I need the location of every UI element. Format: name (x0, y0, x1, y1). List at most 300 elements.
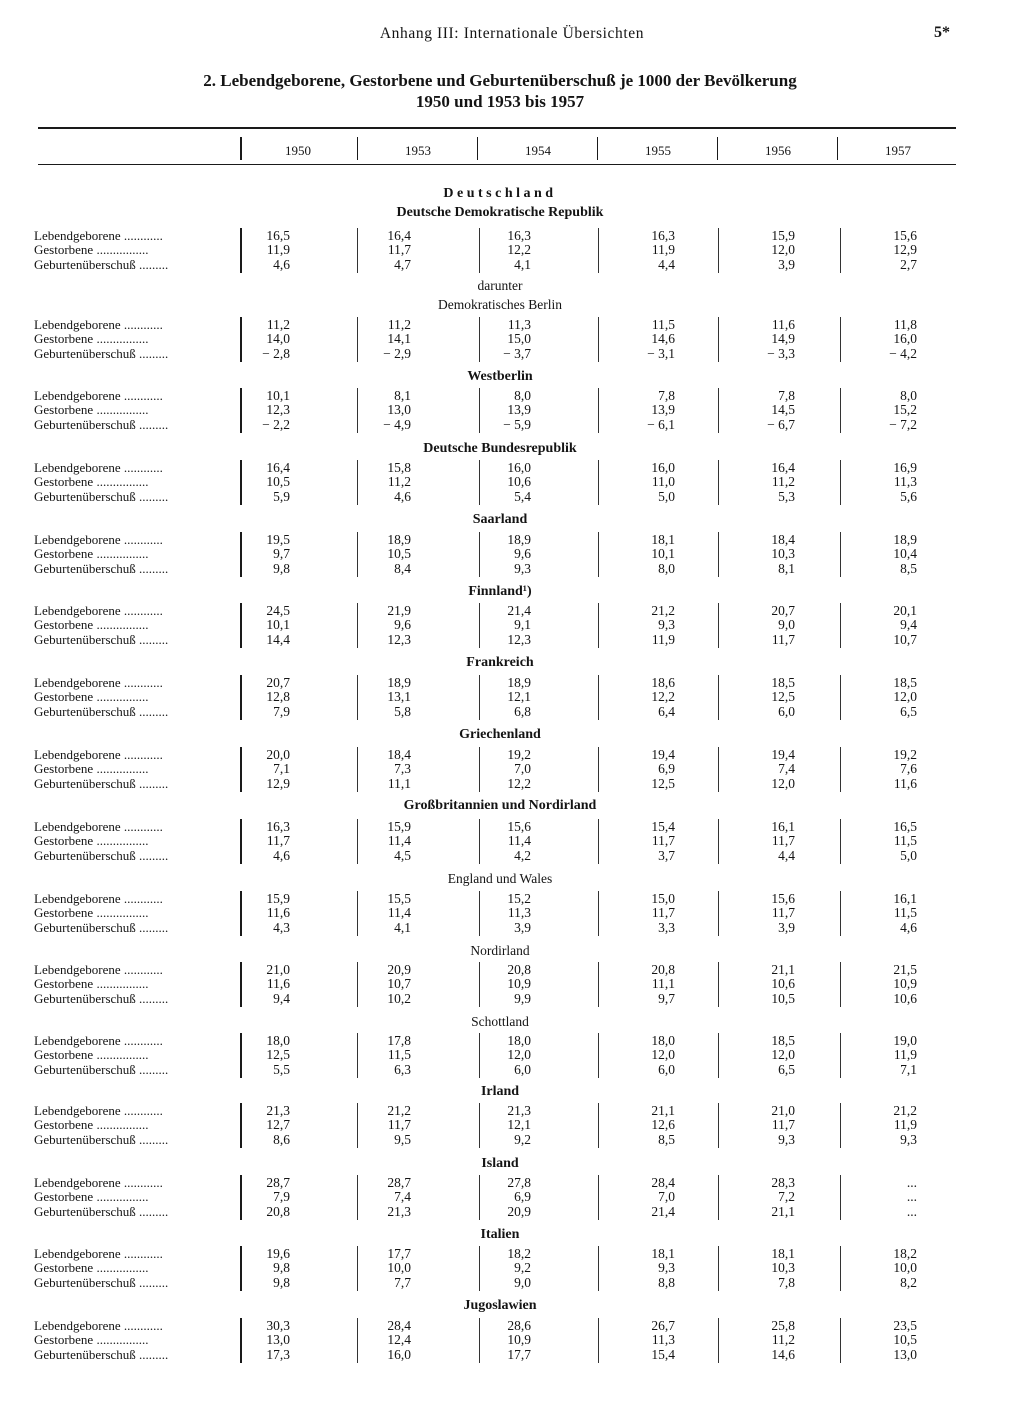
table-cell-brd-geburtenueberschuss-1956: 5,3 (778, 488, 795, 504)
table-cell-brd-lebendgeborene-1954: 16,0 (507, 460, 531, 475)
table-cell-westberlin-geburtenueberschuss-1955: − 6,1 (647, 416, 675, 432)
row-label-gestorbene: Gestorbene ................ (34, 1190, 149, 1205)
table-cell-jugoslawien-lebendgeborene-1955: 26,7 (651, 1318, 675, 1333)
table-cell-schottland-lebendgeborene-1955: 18,0 (651, 1033, 675, 1048)
table-cell-frankreich-lebendgeborene-1954: 18,9 (507, 675, 531, 690)
column-rule (718, 1318, 719, 1363)
table-cell-berlin-ost-lebendgeborene-1954: 11,3 (507, 317, 531, 332)
table-cell-griechenland-geburtenueberschuss-1956: 12,0 (771, 775, 795, 791)
table-title-line-1: 2. Lebendgeborene, Gestorbene und Geburtenüberschuß je 1000 der Bevölkerung (203, 71, 797, 90)
column-rule (840, 460, 841, 505)
table-cell-island-lebendgeborene-1950: 28,7 (266, 1175, 290, 1190)
table-cell-berlin-ost-gestorbene-1957: 16,0 (893, 331, 917, 347)
column-rule (718, 317, 719, 362)
table-cell-nordirland-geburtenueberschuss-1950: 9,4 (273, 990, 290, 1006)
table-cell-italien-lebendgeborene-1957: 18,2 (893, 1246, 917, 1261)
table-cell-irland-lebendgeborene-1953: 21,2 (387, 1103, 411, 1118)
table-cell-nordirland-geburtenueberschuss-1953: 10,2 (387, 990, 411, 1006)
row-label-geburtenueberschuss: Geburtenüberschuß ......... (34, 776, 169, 791)
table-cell-island-gestorbene-1953: 7,4 (394, 1189, 411, 1205)
table-cell-westberlin-gestorbene-1950: 12,3 (266, 402, 290, 418)
table-cell-ddr-geburtenueberschuss-1950: 4,6 (273, 256, 290, 272)
table-cell-irland-lebendgeborene-1956: 21,0 (771, 1103, 795, 1118)
table-cell-nordirland-lebendgeborene-1955: 20,8 (651, 962, 675, 977)
table-cell-westberlin-lebendgeborene-1953: 8,1 (394, 388, 411, 403)
table-cell-ddr-geburtenueberschuss-1957: 2,7 (900, 256, 917, 272)
row-label-geburtenueberschuss: Geburtenüberschuß ......... (34, 346, 169, 361)
table-cell-brd-gestorbene-1955: 11,0 (651, 474, 675, 490)
year-header-1950: 1950 (285, 143, 311, 158)
running-head: Anhang III: Internationale Übersichten (379, 25, 645, 42)
table-cell-ddr-geburtenueberschuss-1956: 3,9 (778, 256, 795, 272)
column-rule (598, 675, 599, 720)
row-label-geburtenueberschuss: Geburtenüberschuß ......... (34, 257, 169, 272)
table-cell-finnland-lebendgeborene-1954: 21,4 (507, 603, 531, 618)
table-cell-nordirland-geburtenueberschuss-1955: 9,7 (658, 990, 675, 1006)
table-cell-frankreich-geburtenueberschuss-1953: 5,8 (394, 703, 411, 719)
table-cell-finnland-gestorbene-1950: 10,1 (266, 617, 290, 633)
table-cell-island-geburtenueberschuss-1954: 20,9 (507, 1203, 531, 1219)
table-cell-berlin-ost-geburtenueberschuss-1957: − 4,2 (889, 345, 917, 361)
table-cell-westberlin-geburtenueberschuss-1954: − 5,9 (503, 416, 531, 432)
table-cell-westberlin-gestorbene-1953: 13,0 (387, 402, 411, 418)
table-cell-nordirland-gestorbene-1953: 10,7 (387, 976, 411, 992)
table-cell-italien-geburtenueberschuss-1955: 8,8 (658, 1274, 675, 1290)
section-heading-england-wales: England und Wales (447, 871, 553, 886)
section-heading-ddr: Deutsche Demokratische Republik (396, 205, 604, 220)
table-cell-irland-gestorbene-1953: 11,7 (387, 1117, 411, 1133)
column-rule (718, 603, 719, 648)
table-cell-england-wales-lebendgeborene-1954: 15,2 (507, 891, 531, 906)
table-cell-england-wales-gestorbene-1957: 11,5 (893, 905, 917, 921)
table-cell-island-geburtenueberschuss-1956: 21,1 (771, 1203, 795, 1219)
table-cell-nordirland-lebendgeborene-1954: 20,8 (507, 962, 531, 977)
table-cell-frankreich-geburtenueberschuss-1950: 7,9 (273, 703, 290, 719)
table-cell-grossbritannien-lebendgeborene-1957: 16,5 (893, 819, 917, 834)
table-cell-irland-lebendgeborene-1955: 21,1 (651, 1103, 675, 1118)
table-cell-ddr-lebendgeborene-1953: 16,4 (387, 228, 411, 243)
row-label-lebendgeborene: Lebendgeborene ............ (34, 229, 163, 243)
table-cell-frankreich-geburtenueberschuss-1954: 6,8 (514, 703, 531, 719)
column-rule (840, 603, 841, 648)
column-rule (840, 891, 841, 936)
table-cell-finnland-lebendgeborene-1957: 20,1 (893, 603, 917, 618)
row-label-lebendgeborene: Lebendgeborene ............ (34, 963, 163, 977)
column-rule (598, 228, 599, 273)
table-cell-grossbritannien-geburtenueberschuss-1957: 5,0 (900, 847, 917, 863)
table-cell-frankreich-gestorbene-1955: 12,2 (651, 689, 675, 705)
row-label-gestorbene: Gestorbene ................ (34, 332, 149, 347)
table-cell-finnland-gestorbene-1957: 9,4 (900, 617, 917, 633)
table-cell-brd-geburtenueberschuss-1957: 5,6 (900, 488, 917, 504)
table-cell-brd-lebendgeborene-1956: 16,4 (771, 460, 795, 475)
table-cell-schottland-lebendgeborene-1954: 18,0 (507, 1033, 531, 1048)
table-cell-finnland-gestorbene-1953: 9,6 (394, 617, 411, 633)
column-rule (840, 388, 841, 433)
table-cell-saarland-geburtenueberschuss-1955: 8,0 (658, 560, 675, 576)
table-cell-island-lebendgeborene-1954: 27,8 (507, 1175, 531, 1190)
table-cell-nordirland-lebendgeborene-1957: 21,5 (893, 962, 917, 977)
table-cell-jugoslawien-geburtenueberschuss-1956: 14,6 (771, 1346, 795, 1362)
table-cell-italien-geburtenueberschuss-1950: 9,8 (273, 1274, 290, 1290)
table-cell-westberlin-geburtenueberschuss-1953: − 4,9 (383, 416, 411, 432)
row-label-gestorbene: Gestorbene ................ (34, 618, 149, 633)
table-cell-italien-geburtenueberschuss-1953: 7,7 (394, 1274, 411, 1290)
section-heading-jugoslawien: Jugoslawien (463, 1298, 537, 1313)
table-cell-grossbritannien-gestorbene-1957: 11,5 (893, 833, 917, 849)
table-cell-schottland-lebendgeborene-1956: 18,5 (771, 1033, 795, 1048)
table-cell-saarland-gestorbene-1954: 9,6 (514, 546, 531, 562)
table-cell-saarland-gestorbene-1950: 9,7 (273, 546, 290, 562)
table-cell-england-wales-lebendgeborene-1950: 15,9 (266, 891, 290, 906)
table-cell-grossbritannien-gestorbene-1953: 11,4 (387, 833, 411, 849)
year-header-1953: 1953 (405, 143, 431, 158)
table-cell-england-wales-lebendgeborene-1955: 15,0 (651, 891, 675, 906)
table-cell-grossbritannien-gestorbene-1950: 11,7 (266, 833, 290, 849)
table-cell-italien-lebendgeborene-1953: 17,7 (387, 1246, 411, 1261)
table-cell-grossbritannien-lebendgeborene-1955: 15,4 (651, 819, 675, 834)
table-cell-england-wales-geburtenueberschuss-1953: 4,1 (394, 919, 411, 935)
table-cell-jugoslawien-gestorbene-1957: 10,5 (893, 1332, 917, 1348)
row-label-lebendgeborene: Lebendgeborene ............ (34, 604, 163, 618)
table-cell-schottland-geburtenueberschuss-1953: 6,3 (394, 1061, 411, 1077)
table-cell-island-lebendgeborene-1957: ... (906, 1175, 917, 1190)
column-rule (598, 1175, 599, 1220)
column-rule (840, 1033, 841, 1078)
row-label-lebendgeborene: Lebendgeborene ............ (34, 318, 163, 332)
table-cell-westberlin-geburtenueberschuss-1950: − 2,2 (262, 416, 290, 432)
row-label-lebendgeborene: Lebendgeborene ............ (34, 461, 163, 475)
table-cell-saarland-gestorbene-1953: 10,5 (387, 546, 411, 562)
table-cell-finnland-geburtenueberschuss-1953: 12,3 (387, 631, 411, 647)
table-cell-westberlin-lebendgeborene-1955: 7,8 (658, 388, 675, 403)
table-cell-saarland-lebendgeborene-1955: 18,1 (651, 532, 675, 547)
table-cell-ddr-gestorbene-1957: 12,9 (893, 242, 917, 258)
table-cell-brd-gestorbene-1950: 10,5 (266, 474, 290, 490)
table-cell-griechenland-gestorbene-1957: 7,6 (900, 761, 917, 777)
table-cell-irland-lebendgeborene-1950: 21,3 (266, 1103, 290, 1118)
table-cell-brd-geburtenueberschuss-1955: 5,0 (658, 488, 675, 504)
table-cell-finnland-lebendgeborene-1953: 21,9 (387, 603, 411, 618)
row-label-geburtenueberschuss: Geburtenüberschuß ......... (34, 1062, 169, 1077)
table-cell-england-wales-gestorbene-1955: 11,7 (651, 905, 675, 921)
table-cell-nordirland-geburtenueberschuss-1954: 9,9 (514, 990, 531, 1006)
table-cell-grossbritannien-geburtenueberschuss-1955: 3,7 (658, 847, 675, 863)
year-header-1957: 1957 (885, 143, 911, 158)
table-cell-finnland-gestorbene-1956: 9,0 (778, 617, 795, 633)
table-cell-ddr-lebendgeborene-1954: 16,3 (507, 228, 531, 243)
table-cell-finnland-lebendgeborene-1950: 24,5 (266, 603, 290, 618)
table-cell-ddr-lebendgeborene-1955: 16,3 (651, 228, 675, 243)
table-cell-frankreich-gestorbene-1950: 12,8 (266, 689, 290, 705)
table-cell-schottland-geburtenueberschuss-1956: 6,5 (778, 1061, 795, 1077)
table-cell-schottland-gestorbene-1950: 12,5 (266, 1047, 290, 1063)
table-cell-england-wales-geburtenueberschuss-1956: 3,9 (778, 919, 795, 935)
table-cell-brd-lebendgeborene-1955: 16,0 (651, 460, 675, 475)
column-rule (718, 819, 719, 864)
table-cell-griechenland-lebendgeborene-1955: 19,4 (651, 747, 675, 762)
table-cell-griechenland-geburtenueberschuss-1957: 11,6 (893, 775, 917, 791)
table-cell-jugoslawien-gestorbene-1950: 13,0 (266, 1332, 290, 1348)
page-number: 5* (934, 24, 950, 41)
section-heading-ddr: Deutschland (443, 186, 557, 201)
section-heading-schottland: Schottland (471, 1014, 529, 1029)
row-label-gestorbene: Gestorbene ................ (34, 1333, 149, 1348)
table-cell-frankreich-gestorbene-1954: 12,1 (507, 689, 531, 705)
table-cell-schottland-geburtenueberschuss-1955: 6,0 (658, 1061, 675, 1077)
table-cell-griechenland-gestorbene-1954: 7,0 (514, 761, 531, 777)
table-cell-island-gestorbene-1950: 7,9 (273, 1189, 290, 1205)
table-cell-irland-geburtenueberschuss-1953: 9,5 (394, 1131, 411, 1147)
table-cell-schottland-gestorbene-1956: 12,0 (771, 1047, 795, 1063)
table-cell-berlin-ost-gestorbene-1956: 14,9 (771, 331, 795, 347)
table-cell-ddr-lebendgeborene-1956: 15,9 (771, 228, 795, 243)
table-cell-ddr-lebendgeborene-1957: 15,6 (893, 228, 917, 243)
column-rule (718, 1175, 719, 1220)
table-cell-schottland-gestorbene-1955: 12,0 (651, 1047, 675, 1063)
table-cell-jugoslawien-gestorbene-1954: 10,9 (507, 1332, 531, 1348)
table-cell-grossbritannien-geburtenueberschuss-1953: 4,5 (394, 847, 411, 863)
table-cell-saarland-lebendgeborene-1953: 18,9 (387, 532, 411, 547)
table-cell-england-wales-gestorbene-1956: 11,7 (771, 905, 795, 921)
column-rule (718, 1033, 719, 1078)
row-label-lebendgeborene: Lebendgeborene ............ (34, 533, 163, 547)
table-cell-brd-gestorbene-1956: 11,2 (771, 474, 795, 490)
table-cell-schottland-geburtenueberschuss-1957: 7,1 (900, 1061, 917, 1077)
row-label-lebendgeborene: Lebendgeborene ............ (34, 676, 163, 690)
table-cell-saarland-geburtenueberschuss-1953: 8,4 (394, 560, 411, 576)
table-cell-ddr-gestorbene-1954: 12,2 (507, 242, 531, 258)
table-cell-island-geburtenueberschuss-1953: 21,3 (387, 1203, 411, 1219)
table-cell-berlin-ost-geburtenueberschuss-1950: − 2,8 (262, 345, 290, 361)
section-heading-berlin-ost: Demokratisches Berlin (437, 297, 563, 312)
table-cell-irland-lebendgeborene-1957: 21,2 (893, 1103, 917, 1118)
table-cell-grossbritannien-lebendgeborene-1956: 16,1 (771, 819, 795, 834)
table-cell-berlin-ost-geburtenueberschuss-1956: − 3,3 (767, 345, 795, 361)
section-heading-griechenland: Griechenland (459, 727, 541, 742)
table-cell-jugoslawien-lebendgeborene-1954: 28,6 (507, 1318, 531, 1333)
table-cell-irland-gestorbene-1955: 12,6 (651, 1117, 675, 1133)
table-cell-berlin-ost-lebendgeborene-1955: 11,5 (651, 317, 675, 332)
column-rule (598, 1318, 599, 1363)
row-label-geburtenueberschuss: Geburtenüberschuß ......... (34, 1132, 169, 1147)
row-label-geburtenueberschuss: Geburtenüberschuß ......... (34, 417, 169, 432)
table-cell-island-gestorbene-1956: 7,2 (778, 1189, 795, 1205)
table-cell-schottland-gestorbene-1953: 11,5 (387, 1047, 411, 1063)
table-cell-ddr-geburtenueberschuss-1953: 4,7 (394, 256, 411, 272)
table-title-line-2: 1950 und 1953 bis 1957 (415, 92, 585, 111)
table-cell-brd-gestorbene-1957: 11,3 (893, 474, 917, 490)
row-label-gestorbene: Gestorbene ................ (34, 547, 149, 562)
table-cell-schottland-gestorbene-1957: 11,9 (893, 1047, 917, 1063)
table-cell-nordirland-lebendgeborene-1953: 20,9 (387, 962, 411, 977)
column-rule (598, 388, 599, 433)
column-rule (598, 819, 599, 864)
table-cell-frankreich-gestorbene-1956: 12,5 (771, 689, 795, 705)
table-cell-grossbritannien-gestorbene-1956: 11,7 (771, 833, 795, 849)
table-cell-brd-geburtenueberschuss-1950: 5,9 (273, 488, 290, 504)
row-label-gestorbene: Gestorbene ................ (34, 1261, 149, 1276)
column-rule (840, 1318, 841, 1363)
row-label-lebendgeborene: Lebendgeborene ............ (34, 820, 163, 834)
section-heading-frankreich: Frankreich (466, 655, 534, 670)
table-cell-italien-geburtenueberschuss-1954: 9,0 (514, 1274, 531, 1290)
section-heading-island: Island (481, 1156, 519, 1171)
table-cell-italien-lebendgeborene-1954: 18,2 (507, 1246, 531, 1261)
table-cell-griechenland-gestorbene-1953: 7,3 (394, 761, 411, 777)
column-rule (840, 1103, 841, 1148)
table-cell-westberlin-lebendgeborene-1957: 8,0 (900, 388, 917, 403)
table-cell-schottland-gestorbene-1954: 12,0 (507, 1047, 531, 1063)
table-cell-nordirland-lebendgeborene-1956: 21,1 (771, 962, 795, 977)
table-cell-finnland-gestorbene-1954: 9,1 (514, 617, 531, 633)
row-label-geburtenueberschuss: Geburtenüberschuß ......... (34, 848, 169, 863)
row-label-geburtenueberschuss: Geburtenüberschuß ......... (34, 704, 169, 719)
table-cell-saarland-lebendgeborene-1950: 19,5 (266, 532, 290, 547)
table-cell-frankreich-geburtenueberschuss-1957: 6,5 (900, 703, 917, 719)
table-cell-griechenland-lebendgeborene-1956: 19,4 (771, 747, 795, 762)
column-rule (840, 1175, 841, 1220)
column-rule (598, 747, 599, 792)
table-cell-brd-gestorbene-1953: 11,2 (387, 474, 411, 490)
table-cell-island-gestorbene-1954: 6,9 (514, 1189, 531, 1205)
year-header-1955: 1955 (645, 143, 671, 158)
table-cell-irland-geburtenueberschuss-1954: 9,2 (514, 1131, 531, 1147)
table-cell-berlin-ost-gestorbene-1955: 14,6 (651, 331, 675, 347)
table-cell-berlin-ost-geburtenueberschuss-1953: − 2,9 (383, 345, 411, 361)
column-rule (718, 747, 719, 792)
row-label-lebendgeborene: Lebendgeborene ............ (34, 1319, 163, 1333)
year-header-1956: 1956 (765, 143, 791, 158)
table-cell-grossbritannien-gestorbene-1955: 11,7 (651, 833, 675, 849)
table-cell-griechenland-geburtenueberschuss-1954: 12,2 (507, 775, 531, 791)
row-label-gestorbene: Gestorbene ................ (34, 475, 149, 490)
section-heading-westberlin: Westberlin (467, 369, 533, 384)
table-cell-ddr-geburtenueberschuss-1954: 4,1 (514, 256, 531, 272)
column-rule (598, 962, 599, 1007)
table-cell-berlin-ost-gestorbene-1953: 14,1 (387, 331, 411, 347)
table-cell-jugoslawien-geburtenueberschuss-1957: 13,0 (893, 1346, 917, 1362)
table-cell-irland-lebendgeborene-1954: 21,3 (507, 1103, 531, 1118)
table-cell-finnland-geburtenueberschuss-1955: 11,9 (651, 631, 675, 647)
table-cell-nordirland-gestorbene-1950: 11,6 (266, 976, 290, 992)
table-cell-jugoslawien-geburtenueberschuss-1953: 16,0 (387, 1346, 411, 1362)
table-cell-jugoslawien-lebendgeborene-1956: 25,8 (771, 1318, 795, 1333)
table-cell-irland-gestorbene-1956: 11,7 (771, 1117, 795, 1133)
column-rule (718, 962, 719, 1007)
table-cell-england-wales-lebendgeborene-1957: 16,1 (893, 891, 917, 906)
table-cell-frankreich-gestorbene-1953: 13,1 (387, 689, 411, 705)
table-cell-brd-lebendgeborene-1950: 16,4 (266, 460, 290, 475)
table-cell-saarland-geburtenueberschuss-1954: 9,3 (514, 560, 531, 576)
table-cell-brd-geburtenueberschuss-1953: 4,6 (394, 488, 411, 504)
table-cell-irland-geburtenueberschuss-1950: 8,6 (273, 1131, 290, 1147)
table-cell-italien-gestorbene-1957: 10,0 (893, 1260, 917, 1276)
table-cell-jugoslawien-lebendgeborene-1953: 28,4 (387, 1318, 411, 1333)
table-cell-jugoslawien-geburtenueberschuss-1950: 17,3 (266, 1346, 290, 1362)
row-label-gestorbene: Gestorbene ................ (34, 834, 149, 849)
row-label-lebendgeborene: Lebendgeborene ............ (34, 1034, 163, 1048)
table-cell-saarland-lebendgeborene-1956: 18,4 (771, 532, 795, 547)
column-rule (718, 228, 719, 273)
table-cell-saarland-gestorbene-1955: 10,1 (651, 546, 675, 562)
row-label-lebendgeborene: Lebendgeborene ............ (34, 748, 163, 762)
row-label-geburtenueberschuss: Geburtenüberschuß ......... (34, 1204, 169, 1219)
row-label-lebendgeborene: Lebendgeborene ............ (34, 892, 163, 906)
table-cell-frankreich-gestorbene-1957: 12,0 (893, 689, 917, 705)
table-cell-frankreich-lebendgeborene-1953: 18,9 (387, 675, 411, 690)
table-cell-irland-geburtenueberschuss-1957: 9,3 (900, 1131, 917, 1147)
table-cell-italien-gestorbene-1953: 10,0 (387, 1260, 411, 1276)
table-cell-ddr-gestorbene-1956: 12,0 (771, 242, 795, 258)
table-cell-finnland-geburtenueberschuss-1957: 10,7 (893, 631, 917, 647)
table-cell-nordirland-gestorbene-1957: 10,9 (893, 976, 917, 992)
table-cell-jugoslawien-lebendgeborene-1957: 23,5 (893, 1318, 917, 1333)
table-cell-berlin-ost-lebendgeborene-1953: 11,2 (387, 317, 411, 332)
table-cell-irland-gestorbene-1957: 11,9 (893, 1117, 917, 1133)
table-cell-schottland-geburtenueberschuss-1954: 6,0 (514, 1061, 531, 1077)
table-cell-italien-gestorbene-1954: 9,2 (514, 1260, 531, 1276)
column-rule (598, 603, 599, 648)
table-cell-berlin-ost-gestorbene-1954: 15,0 (507, 331, 531, 347)
table-cell-finnland-geburtenueberschuss-1956: 11,7 (771, 631, 795, 647)
table-cell-berlin-ost-geburtenueberschuss-1954: − 3,7 (503, 345, 531, 361)
table-cell-frankreich-lebendgeborene-1955: 18,6 (651, 675, 675, 690)
table-cell-england-wales-lebendgeborene-1956: 15,6 (771, 891, 795, 906)
column-rule (598, 532, 599, 577)
table-cell-island-lebendgeborene-1955: 28,4 (651, 1175, 675, 1190)
table-cell-island-gestorbene-1957: ... (906, 1189, 917, 1205)
row-label-gestorbene: Gestorbene ................ (34, 1048, 149, 1063)
row-label-lebendgeborene: Lebendgeborene ............ (34, 389, 163, 403)
table-cell-england-wales-gestorbene-1954: 11,3 (507, 905, 531, 921)
section-heading-nordirland: Nordirland (470, 943, 530, 958)
table-cell-westberlin-geburtenueberschuss-1957: − 7,2 (889, 416, 917, 432)
table-cell-westberlin-gestorbene-1956: 14,5 (771, 402, 795, 418)
row-label-gestorbene: Gestorbene ................ (34, 906, 149, 921)
table-cell-italien-gestorbene-1950: 9,8 (273, 1260, 290, 1276)
table-cell-england-wales-gestorbene-1953: 11,4 (387, 905, 411, 921)
column-rule (718, 532, 719, 577)
table-cell-island-lebendgeborene-1956: 28,3 (771, 1175, 795, 1190)
table-cell-jugoslawien-geburtenueberschuss-1955: 15,4 (651, 1346, 675, 1362)
section-heading-berlin-ost: darunter (477, 278, 523, 293)
table-cell-westberlin-geburtenueberschuss-1956: − 6,7 (767, 416, 795, 432)
table-cell-ddr-lebendgeborene-1950: 16,5 (266, 228, 290, 243)
row-label-geburtenueberschuss: Geburtenüberschuß ......... (34, 489, 169, 504)
table-cell-nordirland-gestorbene-1956: 10,6 (771, 976, 795, 992)
table-cell-westberlin-gestorbene-1954: 13,9 (507, 402, 531, 418)
table-cell-nordirland-geburtenueberschuss-1957: 10,6 (893, 990, 917, 1006)
table-cell-griechenland-gestorbene-1950: 7,1 (273, 761, 290, 777)
row-label-gestorbene: Gestorbene ................ (34, 403, 149, 418)
table-cell-schottland-lebendgeborene-1950: 18,0 (266, 1033, 290, 1048)
column-rule (840, 747, 841, 792)
table-cell-brd-gestorbene-1954: 10,6 (507, 474, 531, 490)
row-label-gestorbene: Gestorbene ................ (34, 762, 149, 777)
table-cell-england-wales-geburtenueberschuss-1957: 4,6 (900, 919, 917, 935)
table-cell-jugoslawien-gestorbene-1956: 11,2 (771, 1332, 795, 1348)
row-label-geburtenueberschuss: Geburtenüberschuß ......... (34, 1347, 169, 1362)
table-cell-schottland-lebendgeborene-1957: 19,0 (893, 1033, 917, 1048)
table-cell-island-lebendgeborene-1953: 28,7 (387, 1175, 411, 1190)
column-rule (718, 1246, 719, 1291)
table-cell-brd-geburtenueberschuss-1954: 5,4 (514, 488, 531, 504)
table-cell-griechenland-geburtenueberschuss-1953: 11,1 (387, 775, 411, 791)
table-cell-westberlin-lebendgeborene-1950: 10,1 (266, 388, 290, 403)
row-label-gestorbene: Gestorbene ................ (34, 977, 149, 992)
section-heading-saarland: Saarland (472, 512, 528, 527)
